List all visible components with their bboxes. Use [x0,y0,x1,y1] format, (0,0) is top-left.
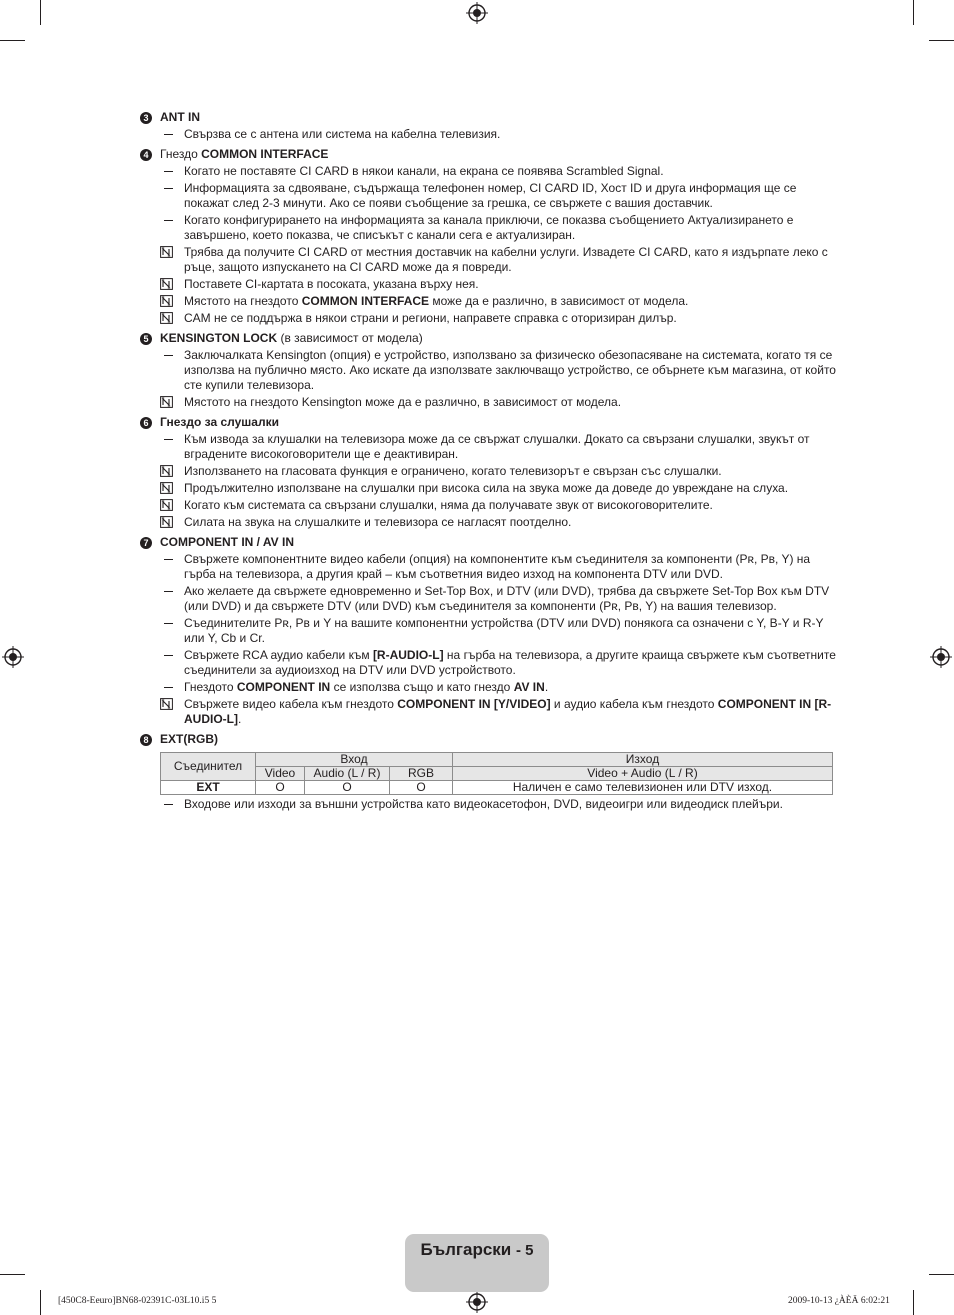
text-run: Свържете компонентните видео кабели (опция) на компонентите към съединителя за компоненти (Pʀ, Pʙ, Y) на гърба на телевизора, а другия край – към съответния видео изход на компонента DTV или DVD. [184,552,811,581]
footer-file-info: [450C8-Eeuro]BN68-02391C-03L10.i5 5 [58,1296,217,1306]
bold-text: Гнездо за слушалки [160,415,279,429]
text-run: Поставете CI-картата в посоката, указана върху нея. [184,277,479,291]
text-run: Входове или изходи за външни устройства като видеокасетофон, DVD, видеоигри или видеодиск плейъри. [184,797,783,811]
crop-mark [913,0,914,25]
bold-text: COMPONENT IN [236,680,331,694]
bullet-item [140,164,840,179]
text-run: и аудио кабела към гнездото [550,697,718,711]
section-heading [140,415,840,430]
section-number-icon: 4 [140,149,152,161]
section-heading [140,331,840,346]
item-text [184,277,840,292]
dash-marker [140,584,184,614]
note-item [140,277,840,292]
note-marker [140,515,184,530]
dash-marker [140,127,184,142]
note-icon [160,396,173,408]
bold-text: [R-AUDIO-L] [372,648,444,662]
note-item [140,294,840,309]
bullet-item [140,552,840,582]
item-text [184,432,840,462]
text-run: CAM не се поддържа в някои страни и региони, направете справка с оторизиран дилър. [184,311,677,325]
note-item [140,697,840,727]
text-run: Когато конфигурирането на информацията за канала приключи, се показва съобщението Актуализирането е завършено, което показва, че списъкът с канали сега е актуализиран. [184,213,794,242]
input-col-rgb: RGB [390,767,453,781]
section-title [160,147,328,162]
text-run: Мястото на гнездото Kensington може да е различно, в зависимост от модела. [184,395,622,409]
note-icon [160,465,173,477]
manual-content [140,110,840,812]
item-text [184,616,840,646]
item-text [184,213,840,243]
row-value: O [256,781,305,795]
text-run: Гнездото [184,680,237,694]
bullet-item [140,584,840,614]
bold-text: COMPONENT IN [Y/VIDEO] [397,697,551,711]
section-heading [140,147,840,162]
dash-marker [140,432,184,462]
note-item [140,515,840,530]
dash-marker [140,680,184,695]
note-icon [160,516,173,528]
text-run: Свързва се с антена или система на кабелна телевизия. [184,127,501,141]
dash-marker [140,348,184,393]
row-value: O [305,781,390,795]
dash-marker [140,648,184,678]
item-text [184,498,840,513]
bullet-item [140,127,840,142]
page-label [405,1240,549,1260]
connector-header: Съединител [161,753,256,781]
text-run: Съединителите Pʀ, Pʙ и Y на вашите компонентни устройства (DTV или DVD) понякога са означени с Y, B-Y и R-Y или Y, Cb и Cr. [184,616,824,645]
text-run: Гнездо [160,147,202,161]
dash-marker [140,164,184,179]
item-text [184,464,840,479]
item-text [184,697,840,727]
note-marker [140,245,184,275]
bullet-item [140,181,840,211]
dash-marker [140,181,184,211]
bullet-item [140,797,840,812]
text-run: Когато не поставяте CI CARD в някои канали, на екрана се появява Scrambled Signal. [184,164,664,178]
note-item [140,395,840,410]
registration-mark-icon [466,1291,488,1313]
text-run: (в зависимост от модела) [277,331,423,345]
item-text [184,164,840,179]
input-col-audio: Audio (L / R) [305,767,390,781]
footer-timestamp: 2009-10-13 ¿ÀÈÄ 6:02:21 [788,1296,890,1306]
text-run: Използването на гласовата функция е ограничено, когато телевизорът е свързан със слушалки. [184,464,722,478]
bullet-item [140,616,840,646]
note-marker [140,464,184,479]
section-title [160,535,294,550]
text-run: на гърба на телевизора, а другите краища свържете към съответните съединители за аудиоизход на DTV или DVD устройството. [184,648,836,677]
text-run: Трябва да получите CI CARD от местния доставчик на кабелни услуги. Извадете CI CARD, като я издърпате леко с ръце, защото изпускането на CI CARD може да я повреди. [184,245,828,274]
note-icon [160,499,173,511]
note-item [140,311,840,326]
section-heading [140,732,840,747]
text-run: Информацията за сдвояване, съдържаща телефонен номер, CI CARD ID, Хост ID и друга информация ще се покажат след 2-3 минути. Ако се появи съобщение за грешка, се свържете с вашия доставчик. [184,181,797,210]
item-text [184,552,840,582]
note-item [140,464,840,479]
section-heading [140,535,840,550]
dash-marker [140,616,184,646]
text-run: Когато към системата са свързани слушалки, няма да получавате звук от високоговорителите. [184,498,713,512]
note-marker [140,481,184,496]
note-icon [160,278,173,290]
item-text [184,181,840,211]
item-text [184,294,840,309]
row-label: EXT [161,781,256,795]
section-title [160,732,218,747]
note-icon [160,312,173,324]
note-marker [140,311,184,326]
text-run: се използва също и като гнездо [330,680,514,694]
section-number-icon: 7 [140,537,152,549]
dash-marker [140,213,184,243]
note-icon [160,698,173,710]
section-number-icon: 6 [140,417,152,429]
item-text [184,680,840,695]
note-marker [140,294,184,309]
bold-text: COMMON INTERFACE [301,294,430,308]
dash-marker [140,552,184,582]
crop-mark [0,1274,25,1275]
bold-text: EXT(RGB) [160,732,218,746]
text-run: Продължително използване на слушалки при висока сила на звука може да доведе до увреждане на слуха. [184,481,789,495]
page-number-separator: - [515,1242,526,1259]
crop-mark [913,1290,914,1315]
section-title [160,110,200,125]
item-text [184,395,840,410]
dash-marker [140,797,184,812]
note-marker [140,277,184,292]
crop-mark [0,40,25,41]
registration-mark-icon [466,2,488,24]
item-text [184,648,840,678]
output-header: Изход [453,753,833,767]
registration-mark-icon [2,646,24,668]
crop-mark [929,1274,954,1275]
note-marker [140,498,184,513]
bold-text: COMPONENT IN / AV IN [160,535,295,549]
bullet-item [140,648,840,678]
text-run: Към извода за клушалки на телевизора може да се свържат слушалки. Докато са свързани слушалки, звукът от вградените високоговорители ще е деактивиран. [184,432,810,461]
row-value: O [390,781,453,795]
text-run: може да е различно, в зависимост от модела. [429,294,689,308]
note-icon [160,246,173,258]
section-number-icon: 5 [140,333,152,345]
bullet-item [140,432,840,462]
item-text [184,481,840,496]
page-number: 5 [525,1242,534,1259]
item-text [184,797,840,812]
connector-table [160,752,833,795]
text-run: . [544,680,549,694]
text-run: Силата на звука на слушалките и телевизора се нагласят поотделно. [184,515,572,529]
bullet-item [140,213,840,243]
bold-text: AV IN [513,680,545,694]
crop-mark [40,1290,41,1315]
item-text [184,311,840,326]
input-col-video: Video [256,767,305,781]
bold-text: COMPONENT IN [R-AUDIO-L] [184,697,832,726]
text-run: . [238,712,242,726]
note-icon [160,295,173,307]
text-run: Свържете RCA аудио кабели към [184,648,373,662]
section-number-icon: 3 [140,112,152,124]
section-title [160,331,423,346]
registration-mark-icon [930,646,952,668]
bold-text: ANT IN [160,110,200,124]
text-run: Свържете видео кабела към гнездото [184,697,398,711]
page-language: Български [420,1240,512,1259]
output-col: Video + Audio (L / R) [453,767,833,781]
section-heading [140,110,840,125]
note-item [140,481,840,496]
bold-text: KENSINGTON LOCK [160,331,278,345]
section-title [160,415,279,430]
bold-text: COMMON INTERFACE [201,147,329,161]
text-run: Заключалката Kensington (опция) е устройство, използвано за физическо обезопасяване на системата, когато тя се използва на публично място. Ако искате да използвате заключващо устройство, се обърнете към магазина, от който сте купили телевизора. [184,348,836,392]
crop-mark [40,0,41,25]
note-icon [160,482,173,494]
page-number-box [405,1234,549,1292]
input-header: Вход [256,753,453,767]
note-marker [140,395,184,410]
note-item [140,498,840,513]
note-marker [140,697,184,727]
item-text [184,245,840,275]
text-run: Ако желаете да свържете едновременно и Set-Top Box, и DTV (или DVD), трябва да свържете Set-Top Box към DTV (или DVD) и да свържете DTV (или DVD) към съединителя за компоненти (Pʀ, Pʙ, Y) на вашия телевизор. [184,584,830,613]
item-text [184,348,840,393]
note-item [140,245,840,275]
bullet-item [140,680,840,695]
bullet-item [140,348,840,393]
row-output: Наличен е само телевизионен или DTV изход. [453,781,833,795]
item-text [184,127,840,142]
item-text [184,584,840,614]
crop-mark [929,40,954,41]
item-text [184,515,840,530]
section-number-icon: 8 [140,734,152,746]
text-run: Мястото на гнездото [184,294,302,308]
